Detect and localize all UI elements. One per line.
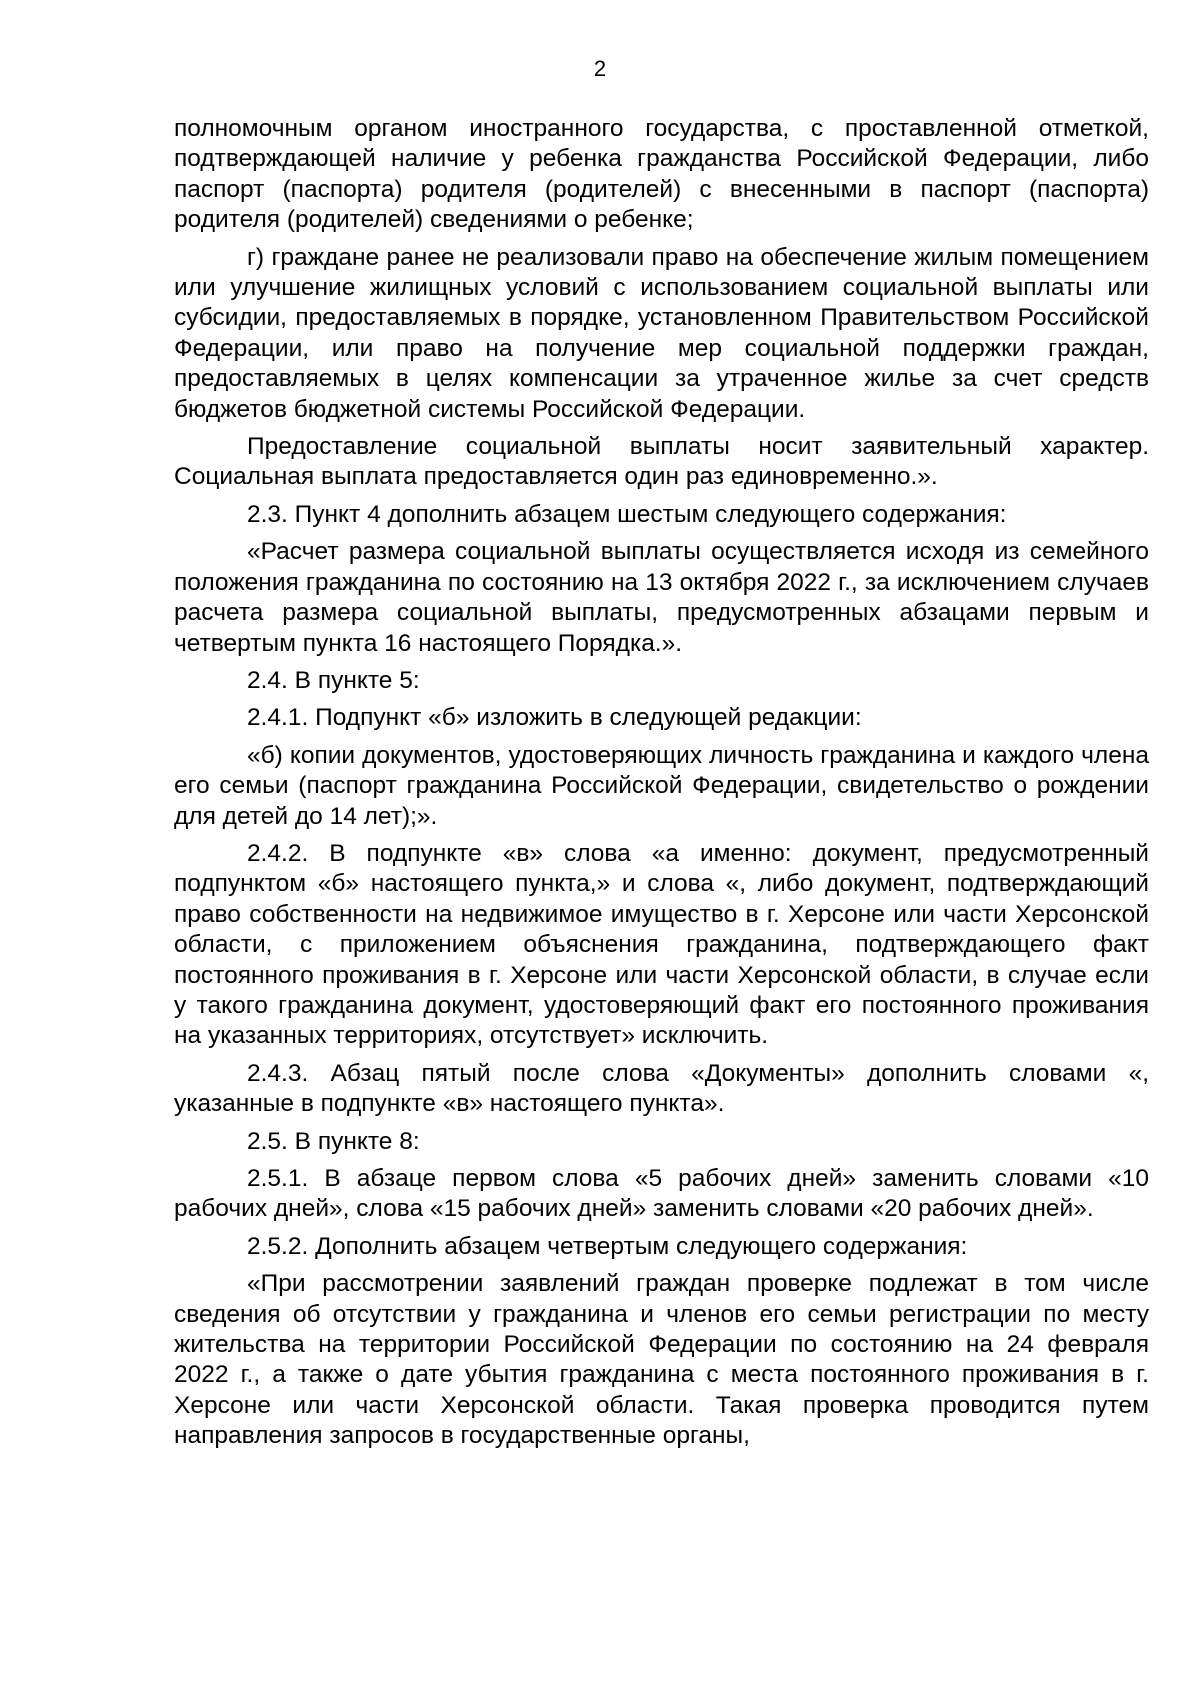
paragraph-2-4-3: 2.4.3. Абзац пятый после слова «Документы» дополнить словами «, указанные в подпункте «в» настоящего пункта». bbox=[174, 1059, 1149, 1118]
paragraph-2-3: 2.3. Пункт 4 дополнить абзацем шестым следующего содержания: bbox=[247, 500, 1007, 528]
paragraph-2-4-1: 2.4.1. Подпункт «б» изложить в следующей редакции: bbox=[247, 704, 862, 732]
paragraph-2-4: 2.4. В пункте 5: bbox=[247, 666, 420, 694]
paragraph-2-5-2: 2.5.2. Дополнить абзацем четвертым следующего содержания: bbox=[247, 1232, 968, 1260]
paragraph-2-5-1: 2.5.1. В абзаце первом слова «5 рабочих дней» заменить словами «10 рабочих дней», слова «15 рабочих дней» заменить словами «20 рабочих дней». bbox=[174, 1165, 1149, 1223]
paragraph-2-5-2-text: «При рассмотрении заявлений граждан проверке подлежат в том числе сведения об отсутствии у гражданина и членов его семьи регистрации по месту жительства на территории Российской Федерации по состоянию на 24 февраля 2022 г., а также о дате убытия гражданина с места постоянного проживания в г. Херсоне или части Херсонской области. Такая проверка проводится путем направления запросов в государственные органы, bbox=[174, 1270, 1149, 1450]
paragraph-2-4-2: 2.4.2. В подпункте «в» слова «а именно: документ, предусмотренный подпунктом «б» настоящего пункта,» и слова «, либо документ, подтверждающий право собственности на недвижимое имущество в г. Херсоне или части Херсонской области, с приложением объяснения гражданина, подтверждающего факт постоянного проживания в г. Херсоне или части Херсонской области, в случае если у такого гражданина документ, удостоверяющий факт его постоянного проживания на указанных территориях, отсутствует» исключить. bbox=[174, 839, 1149, 1050]
paragraph-continuation: полномочным органом иностранного государства, с проставленной отметкой, подтверждающей наличие у ребенка гражданства Российской Федерации, либо паспорт (паспорта) родителя (родителей) с внесенными в паспорт (паспорта) родителя (родителей) сведениями о ребенке; bbox=[174, 115, 1149, 234]
paragraph-2-5: 2.5. В пункте 8: bbox=[247, 1127, 420, 1155]
document-body bbox=[174, 114, 1149, 1459]
paragraph-application-nature: Предоставление социальной выплаты носит заявительный характер. Социальная выплата предоставляется один раз единовременно.». bbox=[174, 433, 1149, 491]
paragraph-clause-g: г) граждане ранее не реализовали право на обеспечение жилым помещением или улучшение жилищных условий с использованием социальной выплаты или субсидии, предоставляемых в порядке, установленном Правительством Российской Федерации, или право на получение мер социальной поддержки граждан, предоставляемых в целях компенсации за утраченное жилье за счет средств бюджетов бюджетной системы Российской Федерации. bbox=[174, 243, 1149, 423]
paragraph-2-3-text: «Расчет размера социальной выплаты осуществляется исходя из семейного положения гражданина по состоянию на 13 октября 2022 г., за исключением случаев расчета размера социальной выплаты, предусмотренных абзацами первым и четвертым пункта 16 настоящего Порядка.». bbox=[174, 538, 1149, 657]
page-number: 2 bbox=[593, 56, 607, 81]
paragraph-2-4-1-text: «б) копии документов, удостоверяющих личность гражданина и каждого члена его семьи (паспорт гражданина Российской Федерации, свидетельство о рождении для детей до 14 лет);». bbox=[174, 741, 1149, 830]
